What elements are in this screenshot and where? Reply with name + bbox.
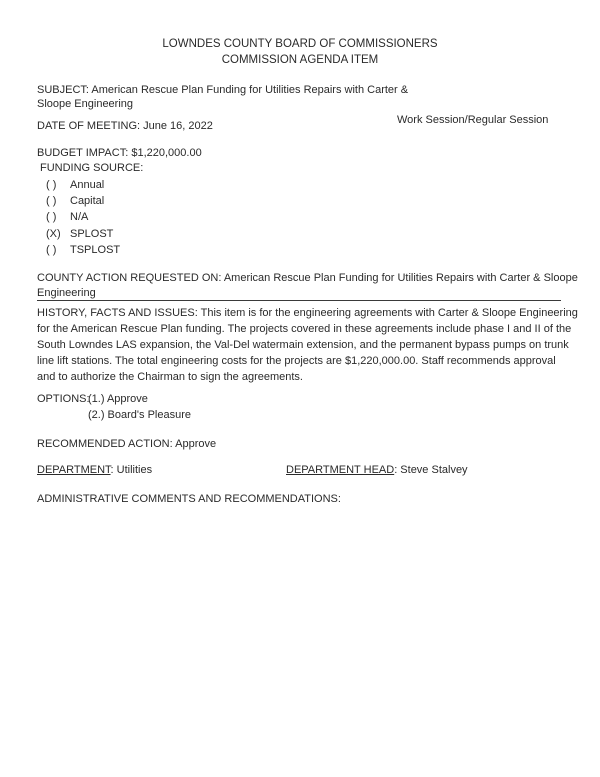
budget-impact-value: $1,220,000.00 <box>131 147 202 159</box>
funding-option-label: SPLOST <box>70 227 114 240</box>
option-item-1: (1.) Approve <box>88 393 148 405</box>
budget-impact <box>37 145 202 161</box>
department-head <box>286 462 468 478</box>
department-label: DEPARTMENT <box>37 464 111 476</box>
meeting-date-value: June 16, 2022 <box>143 120 213 132</box>
history-line-2: for the American Rescue Plan funding. The projects covered in these agreements include phase I and II of the <box>37 323 572 335</box>
department-head-label: DEPARTMENT HEAD <box>286 464 395 476</box>
session-type: Work Session/Regular Session <box>397 114 549 126</box>
history-label: HISTORY, FACTS AND ISSUES: <box>37 307 198 319</box>
funding-option-annual <box>46 177 120 193</box>
history-line-4: line lift stations. The total engineering costs for the projects are $1,220,000.00. Staff recommends approval <box>37 355 556 367</box>
funding-option-label: Capital <box>70 195 105 208</box>
funding-option-label: N/A <box>70 211 89 224</box>
county-action-line-2: Engineering <box>37 287 96 299</box>
department-value: : Utilities <box>110 464 153 476</box>
history-line-1 <box>37 305 578 321</box>
recommended-action <box>37 436 216 452</box>
funding-option-capital <box>46 193 120 209</box>
subject-value: American Rescue Plan Funding for Utilities Repairs with Carter & <box>91 84 409 96</box>
funding-option-splost <box>46 226 120 242</box>
document-title: LOWNDES COUNTY BOARD OF COMMISSIONERS <box>162 38 438 50</box>
funding-option-na <box>46 209 120 225</box>
document-subtitle: COMMISSION AGENDA ITEM <box>221 54 379 66</box>
funding-option-label: Annual <box>70 179 105 191</box>
budget-impact-label: BUDGET IMPACT: <box>37 147 129 159</box>
checkbox-mark: ( ) <box>46 243 57 256</box>
history-line-5: and to authorize the Chairman to sign the agreements. <box>37 371 303 383</box>
checkbox-mark: ( ) <box>46 195 57 208</box>
funding-source-label: FUNDING SOURCE: <box>40 162 144 174</box>
history-line-3: South Lowndes LAS expansion, the Val-Del watermain extension, and the permanent bypass pumps on trunk <box>37 339 569 351</box>
department-head-value: : Steve Stalvey <box>394 464 468 476</box>
options-label: OPTIONS: <box>37 393 90 405</box>
history-text: This item is for the engineering agreements with Carter & Sloope Engineering <box>200 307 578 319</box>
funding-option-tsplost <box>46 242 120 258</box>
option-item-2: (2.) Board's Pleasure <box>88 409 191 421</box>
checkbox-mark: ( ) <box>46 179 57 191</box>
meeting-date-label: DATE OF MEETING: <box>37 120 141 132</box>
recommended-action-value: Approve <box>175 438 217 450</box>
county-action-line-1 <box>37 270 578 286</box>
county-action-value: American Rescue Plan Funding for Utilities Repairs with Carter & Sloope <box>223 272 578 284</box>
recommended-action-label: RECOMMENDED ACTION: <box>37 438 173 450</box>
checkbox-mark: ( ) <box>46 211 57 224</box>
county-action-label: COUNTY ACTION REQUESTED ON: <box>37 272 222 284</box>
section-divider <box>37 300 561 301</box>
admin-comments-label: ADMINISTRATIVE COMMENTS AND RECOMMENDATIONS: <box>37 493 341 505</box>
funding-option-label: TSPLOST <box>70 243 121 256</box>
department <box>37 462 152 478</box>
checkbox-mark-checked: (X) <box>46 227 61 240</box>
funding-source-list <box>46 177 120 258</box>
subject-line-2: Sloope Engineering <box>37 98 134 110</box>
meeting-date <box>37 118 213 134</box>
subject-label: SUBJECT: <box>37 84 89 96</box>
